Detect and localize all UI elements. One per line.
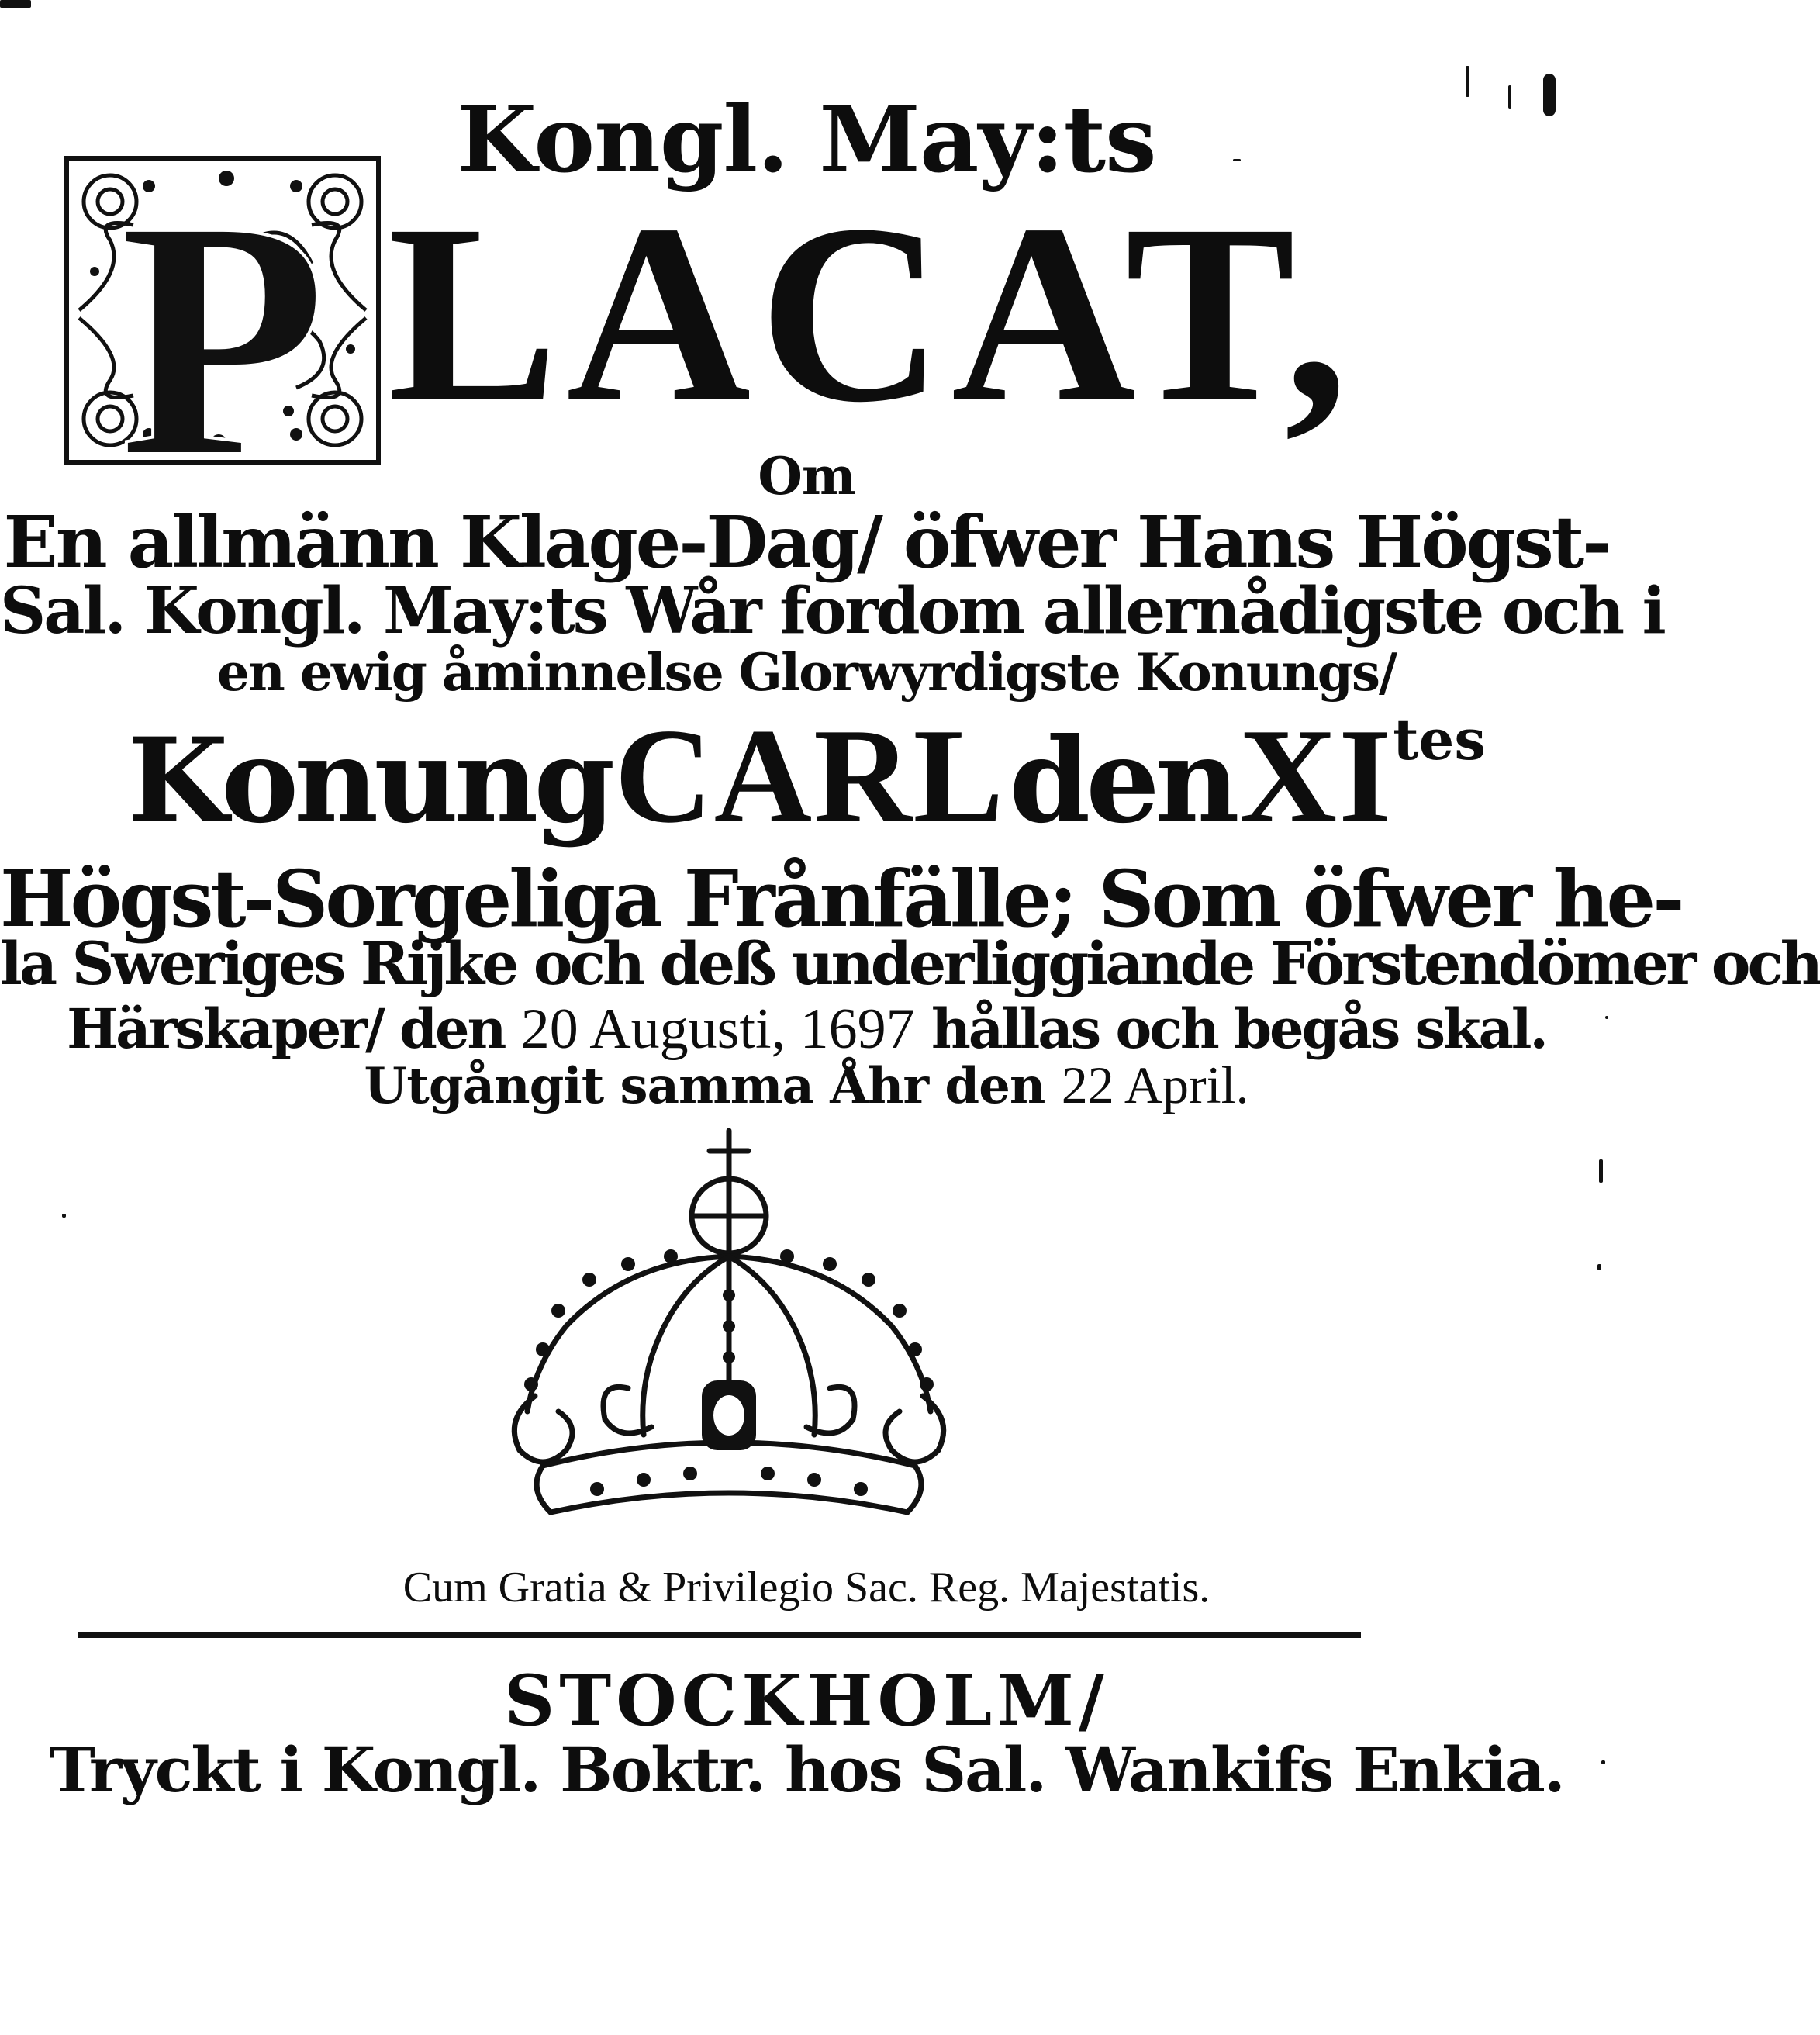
date-line-part-1: Härskaper/ den [67, 997, 521, 1061]
body-line-1: Högst-Sorgeliga Frånfälle; Som öfwer he- [0, 853, 1682, 945]
scan-speck [1466, 66, 1469, 97]
scan-speck [62, 1214, 66, 1218]
king-name-line [0, 698, 1613, 853]
royal-crown-woodcut [473, 1125, 985, 1543]
scan-speck [0, 0, 31, 8]
scan-speck [1599, 1159, 1603, 1183]
date-line [0, 997, 1613, 1062]
king-numeral: XI [1238, 700, 1393, 851]
king-prefix: Konung [127, 713, 611, 849]
scan-speck [1508, 85, 1511, 109]
issued-line [0, 1055, 1613, 1116]
privilege-notice: Cum Gratia & Privilegio Sac. Reg. Majestatis. [402, 1563, 1210, 1612]
decorated-initial-p [64, 150, 382, 528]
date-line-part-2: hållas och begås skal. [914, 997, 1546, 1061]
title-text: LACAT, [388, 172, 1356, 455]
scan-speck [1605, 1016, 1608, 1019]
issued-line-text: Utgångit samma Åhr den [364, 1057, 1062, 1115]
subtitle-line-3: en ewig åminnelse Glorwyrdigste Konungs/ [216, 642, 1397, 703]
king-den: den [1009, 713, 1235, 849]
imprint-city: STOCKHOLM/ [504, 1660, 1109, 1742]
body-line-2: la Sweriges Rijke och deß underliggiande Förstendömer och [0, 929, 1820, 998]
scan-speck [1597, 1264, 1601, 1270]
scan-speck [1233, 159, 1241, 161]
subtitle-om: Om [758, 446, 855, 506]
scan-speck [1543, 74, 1556, 116]
date-line-date: 20 Augusti, 1697 [520, 997, 915, 1061]
subtitle-line-2: Sal. Kongl. May:ts Wår fordom allernådigste och i [0, 574, 1664, 648]
heading: Kongl. May:ts [457, 85, 1156, 193]
issued-line-date: 22 April. [1061, 1056, 1249, 1114]
king-suffix: tes [1393, 707, 1486, 772]
imprint-printer: Tryckt i Kongl. Boktr. hos Sal. Wankifs Enkia. [49, 1733, 1564, 1806]
subtitle-line-1: En allmänn Klage-Dag/ öfwer Hans Högst- [3, 500, 1610, 584]
king-name: CARL [614, 700, 1006, 851]
initial-letter: P [118, 150, 327, 528]
scan-speck [1601, 1760, 1605, 1764]
horizontal-rule [78, 1632, 1361, 1638]
